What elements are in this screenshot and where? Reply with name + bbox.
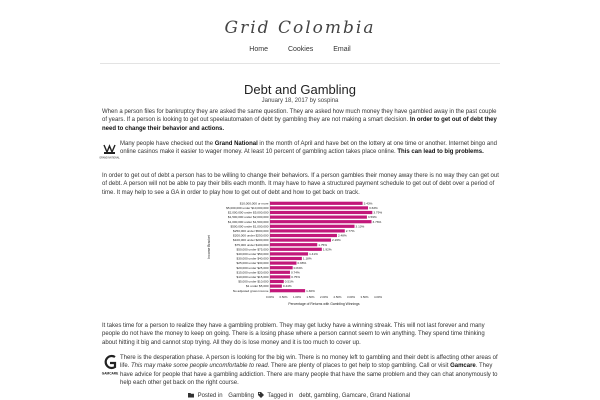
x-tick-label: 3.50% xyxy=(360,295,369,299)
category-label: $25,000 under $30,000 xyxy=(236,261,269,266)
x-tick-label: 3.00% xyxy=(347,295,355,299)
bar xyxy=(270,289,305,292)
x-tick-label: 2.00% xyxy=(320,295,328,299)
value-label: 3.76% xyxy=(372,219,382,224)
x-tick-label: 2.50% xyxy=(333,295,342,299)
category-label: $15,000 under $20,000 xyxy=(236,270,269,275)
bar xyxy=(270,262,296,265)
nav-cookies[interactable]: Cookies xyxy=(287,46,314,53)
value-label: 2.77% xyxy=(345,229,355,233)
bar xyxy=(270,275,290,278)
gamcare-logo xyxy=(102,354,118,376)
paragraph-2-bold: This can lead to big problems. xyxy=(397,149,484,156)
paragraph-2-text-b: in the month of April and have bet on the lottery at one time or another. Internet bingo and online casinos make it easier to wager money. At least 10 percent of gambling action takes place online. xyxy=(120,141,497,156)
bar xyxy=(270,234,337,237)
value-label: 0.98% xyxy=(297,261,307,266)
category-link[interactable]: Gambling xyxy=(228,393,254,399)
bar xyxy=(270,248,322,251)
grand-national-logo xyxy=(99,143,120,160)
category-label: $2,000,000 under $5,000,000 xyxy=(227,210,269,215)
post-date[interactable]: January 18, 2017 xyxy=(261,98,308,104)
paragraph-1 xyxy=(102,108,499,133)
value-label: 1.92% xyxy=(322,247,332,252)
value-label: 1.30% xyxy=(306,288,315,293)
paragraph-3: In order to get out of debt a person has to be willing to change their behaviors. If a person gambles their money away there is no way they can get out of debt. A person will not be able to pay their bills each month. It may have to have a structured payment schedule to get out of debt over a period of time. It may help to see a GA in order to play how to get out of debt and how to get back on track. xyxy=(102,173,499,196)
category-label: $1 under $5,000 xyxy=(245,284,269,289)
paragraph-1-text: When a person files for bankruptcy they are asked the same question. They are asked how much money they have gambled away in the past couple of years. If a person is looking to get out speelautomaten of debt by gambling they are not making a smart decision. xyxy=(102,109,497,124)
bar xyxy=(270,216,367,219)
folder-icon xyxy=(188,392,194,398)
value-label: 0.51% xyxy=(284,279,294,284)
value-label: 0.44% xyxy=(282,284,292,289)
category-label: $100,000 under $200,000 xyxy=(233,238,269,243)
category-label: $5,000 under $10,000 xyxy=(238,279,269,284)
logo2-text: GAMCARE xyxy=(101,371,119,376)
bar xyxy=(270,280,284,283)
y-axis-title: Income Bracket xyxy=(207,235,211,259)
category-label: $500,000 under $1,000,000 xyxy=(230,224,269,229)
bar xyxy=(270,229,345,232)
value-label: 2.48% xyxy=(337,233,347,238)
bar xyxy=(270,220,372,223)
x-tick-label: 4.00% xyxy=(374,295,382,299)
bar xyxy=(270,225,355,228)
category-label: $10,000,000 or more xyxy=(239,201,269,206)
main-nav xyxy=(0,46,600,53)
bar xyxy=(270,271,290,274)
value-label: 1.18% xyxy=(302,256,312,261)
bar xyxy=(270,243,317,246)
value-label: 0.84% xyxy=(293,265,303,270)
category-label: $75,000 under $100,000 xyxy=(234,242,269,247)
paragraph-2 xyxy=(120,140,499,157)
category-label: $40,000 under $50,000 xyxy=(236,252,269,256)
value-label: 3.59% xyxy=(367,215,377,220)
category-label: $50,000 under $75,000 xyxy=(236,247,269,252)
post-author[interactable]: sospina xyxy=(317,98,339,104)
paragraph-5 xyxy=(120,354,499,387)
bar xyxy=(270,211,372,214)
bar xyxy=(270,239,331,242)
value-label: 1.41% xyxy=(309,252,318,256)
post-meta xyxy=(0,98,600,104)
value-label: 2.26% xyxy=(332,238,341,243)
bar xyxy=(270,285,282,288)
header-divider xyxy=(100,63,500,64)
grand-national-link[interactable]: Grand National xyxy=(214,141,258,147)
logo1-text: GRAND NATIONAL xyxy=(99,157,120,160)
bar xyxy=(270,266,293,269)
value-label: 3.63% xyxy=(369,206,378,210)
category-label: $200,000 under $250,000 xyxy=(233,233,269,238)
category-label: $1,000,000 under $1,500,000 xyxy=(227,219,269,224)
gambling-winnings-chart xyxy=(200,197,400,319)
paragraph-5-text-a: There is the desperation phase. A person is looking for the big win. There is no money left to gambling and their debt is affecting other areas of life. xyxy=(120,355,498,370)
category-label: $20,000 under $25,000 xyxy=(236,265,269,270)
tagged-in-label: Tagged in xyxy=(267,393,294,399)
value-label: 0.74% xyxy=(290,270,300,275)
post-footer xyxy=(0,392,600,399)
nav-home[interactable]: Home xyxy=(249,46,268,53)
x-tick-label: 1.50% xyxy=(306,295,315,299)
value-label: 3.43% xyxy=(363,201,373,206)
posted-in-label: Posted in xyxy=(197,393,223,399)
tag-icon xyxy=(258,392,264,398)
paragraph-5-text-b: There are plenty of places to get help to stop gambling. Call or visit xyxy=(269,363,451,370)
paragraph-2-text-a: Many people have checked out the xyxy=(120,141,215,147)
category-label: $1,500,000 under $2,000,000 xyxy=(227,215,269,220)
bar xyxy=(270,257,302,260)
gamcare-link[interactable]: Gamcare xyxy=(450,363,476,370)
paragraph-5-italic: This may make some people uncomfortable to read. xyxy=(131,363,270,370)
x-tick-label: 0.50% xyxy=(279,295,288,299)
paragraph-1-bold: In order to get out of debt they need to change their behavior and actions. xyxy=(102,117,497,132)
tags-links[interactable]: debt, gambling, Gamcare, Grand National xyxy=(299,393,411,399)
nav-email[interactable]: Email xyxy=(333,46,351,53)
value-label: 0.75% xyxy=(291,275,301,279)
value-label: 3.13% xyxy=(355,224,365,229)
x-tick-label: 1.00% xyxy=(293,295,301,299)
paragraph-5-text-c: . They have advice for people that have a gambling addiction. There are many people that have the same problem and they can chat anonymously to help each other get back on the right course. xyxy=(120,363,498,386)
category-label: No adjusted gross income xyxy=(232,288,269,293)
category-label: $30,000 under $40,000 xyxy=(236,256,269,261)
post-title: Debt and Gambling xyxy=(243,82,356,97)
x-tick-label: 0.00% xyxy=(266,295,274,299)
category-label: $250,000 under $500,000 xyxy=(233,229,269,233)
site-title[interactable]: Grid Colombia xyxy=(224,18,376,38)
value-label: 3.79% xyxy=(373,210,383,215)
x-axis-title: Percentage of Returns with Gambling Winnings xyxy=(288,302,360,306)
value-label: 1.75% xyxy=(318,242,328,247)
paragraph-4: It takes time for a person to realize they have a gambling problem. They may get lucky have a winning streak. This will not last forever and many people do not have the money to keep on going. There is a losing phase where a person cannot seem to win anything. They spend time thinking about hitting it big and cannot stop trying. All they do is lose money and it is too much to cover up. xyxy=(102,323,485,346)
category-label: $10,000 under $15,000 xyxy=(236,275,269,279)
category-label: $5,000,000 under $10,000,000 xyxy=(226,206,269,210)
bar xyxy=(270,252,308,255)
byline-label: by xyxy=(309,98,317,104)
bar xyxy=(270,206,368,209)
bar xyxy=(270,202,363,205)
